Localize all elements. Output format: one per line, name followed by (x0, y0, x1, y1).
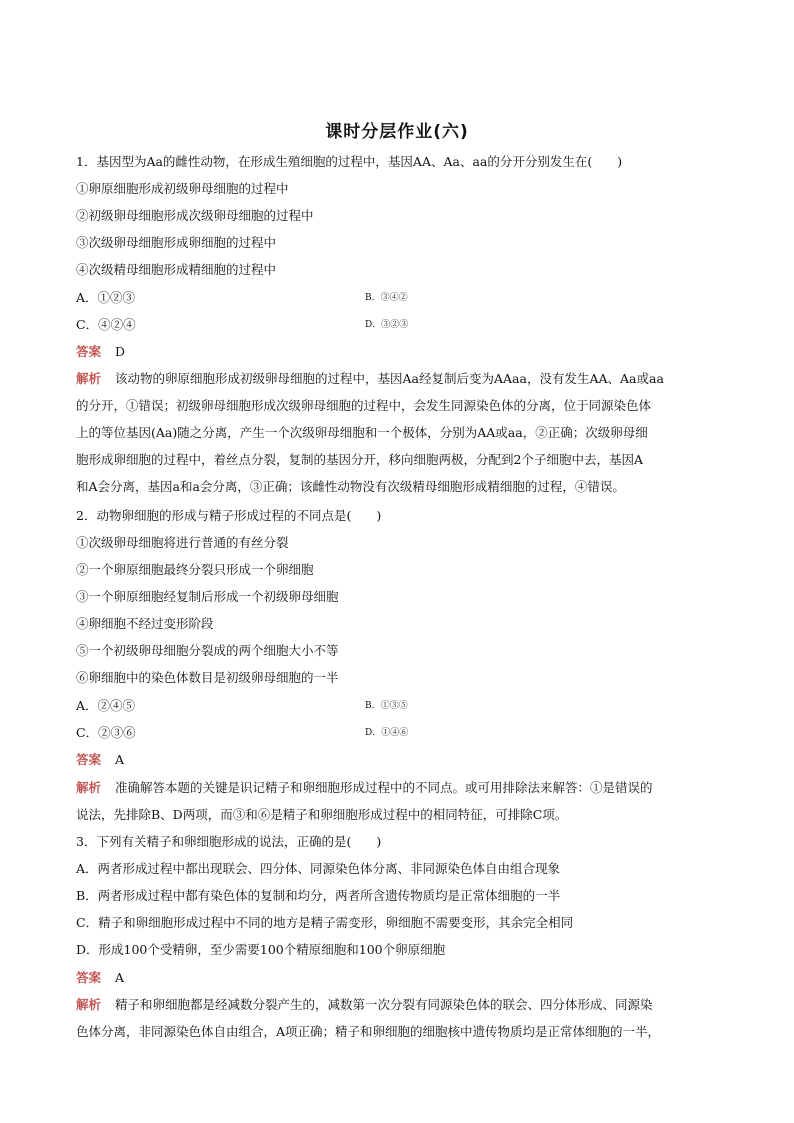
question-2-item: ②一个卵原细胞最终分裂只形成一个卵细胞 (76, 562, 314, 577)
analysis-line: 精子和卵细胞都是经减数分裂产生的，减数第一次分裂有同源染色体的联会、四分体形成、同源染 (115, 997, 653, 1012)
analysis-label: 解析 (76, 371, 102, 386)
analysis-line: 色体分离，非同源染色体自由组合，A项正确；精子和卵细胞的细胞核中遗传物质均是正常体细胞的一半， (76, 1024, 661, 1039)
question-1-answer (76, 343, 722, 361)
answer-value: A (115, 970, 125, 985)
question-2-item: ⑤一个初级卵母细胞分裂成的两个细胞大小不等 (76, 643, 339, 658)
page-title: 课时分层作业(六) (325, 122, 469, 142)
analysis-line: 准确解答本题的关键是识记精子和卵细胞形成过程中的不同点。或可用排除法来解答：①是错误的 (115, 780, 653, 795)
question-1-stem: 1．基因型为Aa的雌性动物，在形成生殖细胞的过程中，基因AA、Aa、aa的分开分别发生在( ) (76, 154, 623, 169)
question-2-item: ①次级卵母细胞将进行普通的有丝分裂 (76, 535, 289, 550)
answer-label: 答案 (76, 344, 102, 359)
question-1-item: ③次级卵母细胞形成卵细胞的过程中 (76, 235, 277, 250)
question-2-option-b: B．①③⑤ (365, 701, 408, 711)
question-2-option-d: D．①④⑥ (365, 728, 409, 738)
analysis-label: 解析 (76, 780, 102, 795)
answer-value: A (115, 752, 125, 767)
question-3-option-c: C．精子和卵细胞形成过程中不同的地方是精子需变形，卵细胞不需要变形，其余完全相同 (76, 915, 574, 930)
question-1-item: ①卵原细胞形成初级卵母细胞的过程中 (76, 181, 289, 196)
question-1-option-d: D．③②③ (365, 320, 409, 330)
analysis-line: 说法，先排除B、D两项，而③和⑥是精子和卵细胞形成过程中的相同特征，可排除C项。 (76, 807, 568, 822)
answer-value: D (115, 344, 126, 359)
question-3-answer (76, 969, 722, 987)
analysis-line: 的分开，①错误；初级卵母细胞形成次级卵母细胞的过程中，会发生同源染色体的分离，位于同源染色体 (76, 398, 652, 413)
question-2-stem: 2．动物卵细胞的形成与精子形成过程的不同点是( ) (76, 508, 382, 523)
question-2-item: ③一个卵原细胞经复制后形成一个初级卵母细胞 (76, 589, 339, 604)
question-3-option-b: B．两者形成过程中都有染色体的复制和均分，两者所含遗传物质均是正常体细胞的一半 (76, 888, 561, 903)
answer-label: 答案 (76, 970, 102, 985)
question-1-option-a: A．①②③ (76, 290, 136, 305)
question-3-analysis (76, 996, 722, 1014)
analysis-line: 该动物的卵原细胞形成初级卵母细胞的过程中，基因Aa经复制后变为AAaa，没有发生AA、Aa或aa (115, 371, 664, 386)
question-1-item: ②初级卵母细胞形成次级卵母细胞的过程中 (76, 208, 314, 223)
analysis-line: 胞形成卵细胞的过程中，着丝点分裂，复制的基因分开，移向细胞两极，分配到2个子细胞中去，基因A (76, 452, 643, 467)
question-1-item: ④次级精母细胞形成精细胞的过程中 (76, 262, 277, 277)
question-2-item: ④卵细胞不经过变形阶段 (76, 616, 214, 631)
question-2-option-c: C．②③⑥ (76, 725, 136, 740)
question-2-item: ⑥卵细胞中的染色体数目是初级卵母细胞的一半 (76, 670, 339, 685)
question-3-option-d: D．形成100个受精卵，至少需要100个精原细胞和100个卵原细胞 (76, 942, 446, 957)
question-3-stem: 3．下列有关精子和卵细胞形成的说法，正确的是( ) (76, 834, 382, 849)
answer-label: 答案 (76, 752, 102, 767)
question-2-option-a: A．②④⑤ (76, 698, 136, 713)
question-3-option-a: A．两者形成过程中都出现联会、四分体、同源染色体分离、非同源染色体自由组合现象 (76, 861, 561, 876)
analysis-label: 解析 (76, 997, 102, 1012)
question-1-analysis (76, 370, 722, 388)
question-1-option-b: B．③④② (365, 293, 408, 303)
question-2-analysis (76, 779, 722, 797)
analysis-line: 和A会分离，基因a和a会分离，③正确；该雌性动物没有次级精母细胞形成精细胞的过程，④错误。 (76, 479, 625, 494)
analysis-line: 上的等位基因(Aa)随之分离，产生一个次级卵母细胞和一个极体，分别为AA或aa，②正确；次级卵母细 (76, 425, 648, 440)
question-2-answer (76, 751, 722, 769)
question-1-option-c: C．④②④ (76, 317, 136, 332)
